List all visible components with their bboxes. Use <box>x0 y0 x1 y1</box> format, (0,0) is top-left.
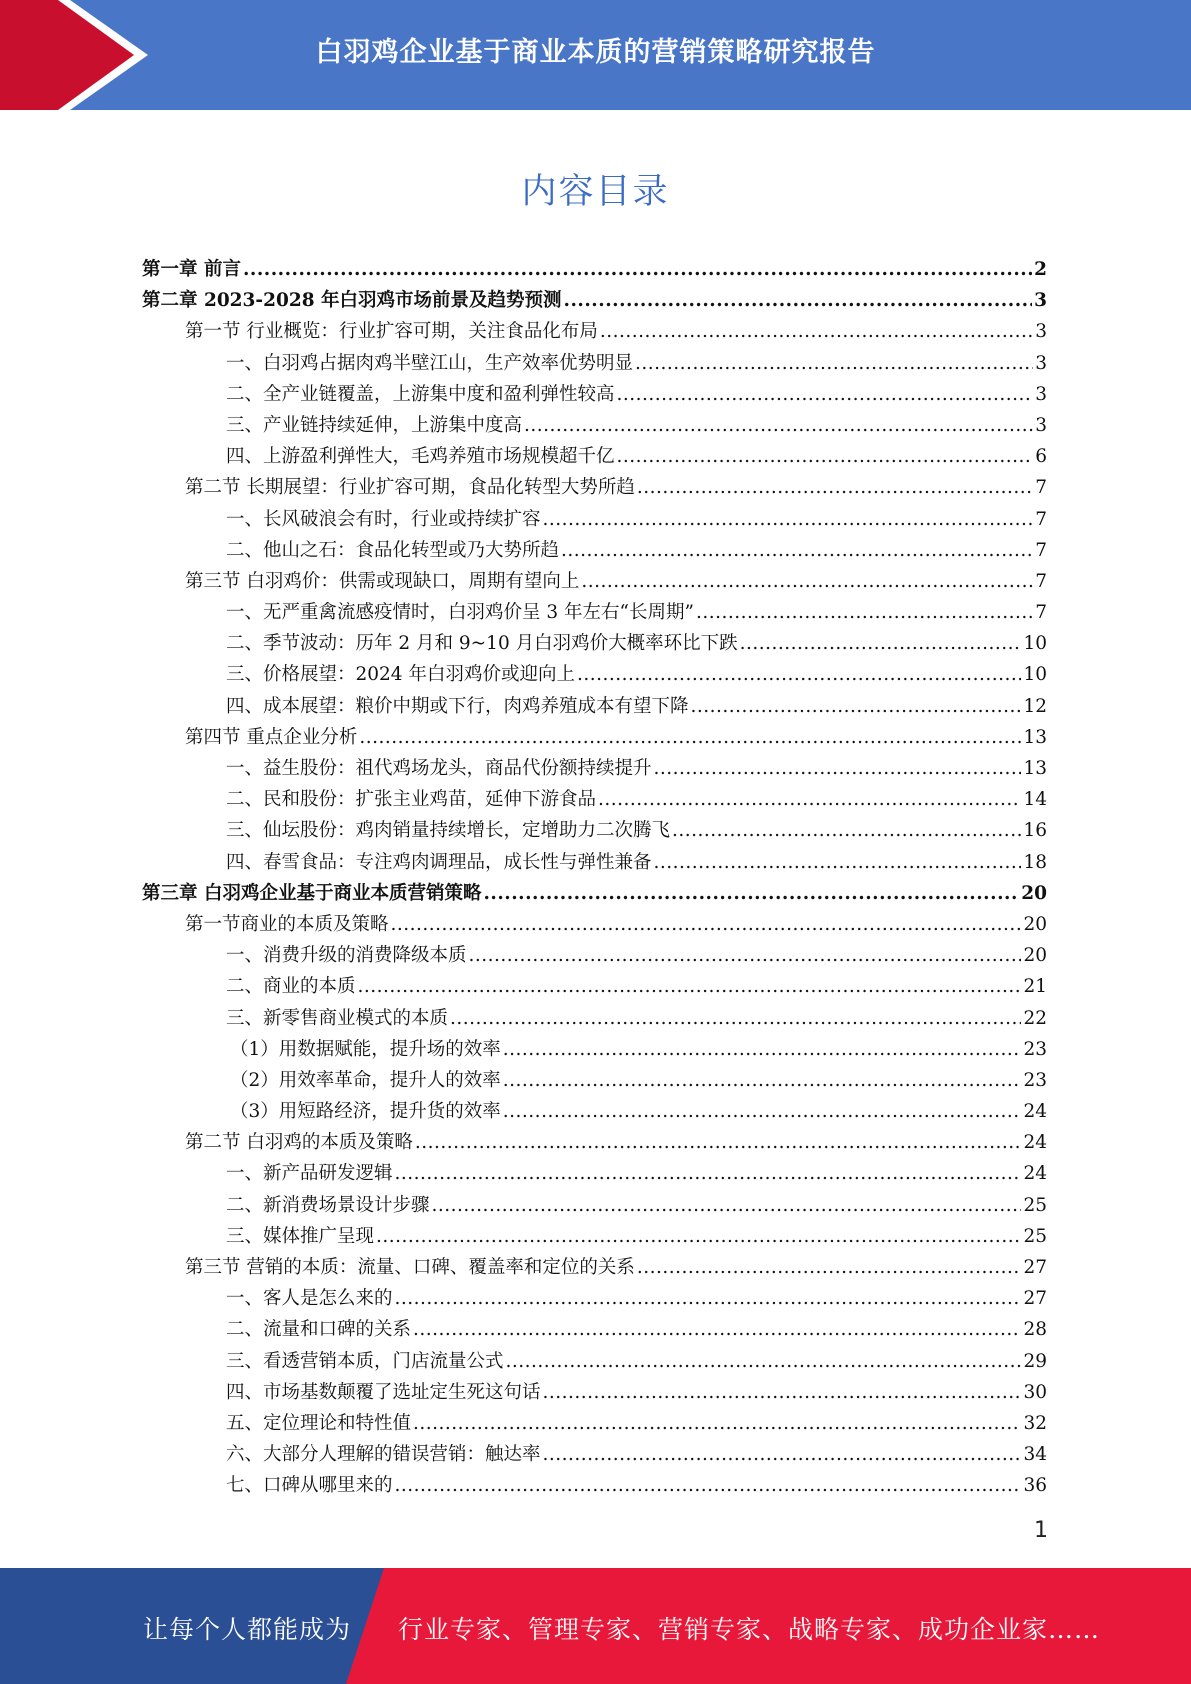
dot-leader <box>561 535 1033 566</box>
dot-leader <box>483 878 1019 909</box>
toc-entry[interactable] <box>142 254 1047 285</box>
toc-entry-page: 29 <box>1023 1350 1047 1372</box>
toc-entry-page: 7 <box>1035 570 1047 592</box>
toc-entry-title: 二、民和股份：扩张主业鸡苗，延伸下游食品 <box>226 789 597 811</box>
toc-entry-page: 12 <box>1023 695 1047 717</box>
dot-leader <box>600 316 1033 347</box>
toc-entry-title: 一、客人是怎么来的 <box>226 1288 393 1310</box>
dot-leader <box>395 1283 1022 1314</box>
toc-entry-title: （3）用短路经济，提升货的效率 <box>230 1101 501 1123</box>
toc-entry-page: 34 <box>1023 1444 1047 1466</box>
toc-entry[interactable] <box>142 784 1047 815</box>
toc-entry-page: 16 <box>1023 820 1047 842</box>
dot-leader <box>543 1439 1022 1470</box>
toc-entry[interactable] <box>142 878 1047 909</box>
dot-leader <box>391 909 1022 940</box>
table-of-contents <box>142 254 1047 1502</box>
dot-leader <box>598 784 1021 815</box>
toc-entry-title: 一、无严重禽流感疫情时，白羽鸡价呈 3 年左右“长周期” <box>226 602 694 624</box>
toc-entry-title: 三、仙坛股份：鸡肉销量持续增长，定增助力二次腾飞 <box>226 820 671 842</box>
dot-leader <box>635 348 1033 379</box>
dot-leader <box>672 815 1021 846</box>
toc-entry[interactable] <box>142 504 1047 535</box>
dot-leader <box>637 1252 1022 1283</box>
toc-entry[interactable] <box>142 1439 1047 1470</box>
dot-leader <box>376 1221 1021 1252</box>
toc-entry-page: 7 <box>1035 539 1047 561</box>
toc-entry-title: 二、全产业链覆盖，上游集中度和盈利弹性较高 <box>226 383 615 405</box>
toc-entry-page: 22 <box>1023 1007 1047 1029</box>
toc-entry-title: 二、商业的本质 <box>226 976 356 998</box>
toc-entry[interactable] <box>142 1408 1047 1439</box>
dot-leader <box>415 1127 1022 1158</box>
toc-entry[interactable] <box>142 1034 1047 1065</box>
dot-leader <box>543 504 1034 535</box>
toc-entry[interactable] <box>142 1221 1047 1252</box>
toc-entry-title: 第四节 重点企业分析 <box>185 726 358 748</box>
toc-entry-title: 一、新产品研发逻辑 <box>226 1163 393 1185</box>
toc-entry-title: 第一章 前言 <box>142 259 241 280</box>
toc-entry[interactable] <box>142 348 1047 379</box>
dot-leader <box>524 410 1033 441</box>
toc-entry-title: 一、长风破浪会有时，行业或持续扩容 <box>226 508 541 530</box>
toc-entry-title: 三、看透营销本质，门店流量公式 <box>226 1350 504 1372</box>
dot-leader <box>543 1377 1022 1408</box>
toc-entry-page: 27 <box>1023 1257 1047 1278</box>
dot-leader <box>617 379 1034 410</box>
toc-entry-page: 7 <box>1035 508 1047 530</box>
dot-leader <box>243 254 1032 285</box>
toc-entry-page: 6 <box>1035 446 1047 468</box>
toc-entry-title: 一、消费升级的消费降级本质 <box>226 945 467 967</box>
toc-entry-title: 三、新零售商业模式的本质 <box>226 1007 449 1029</box>
toc-entry[interactable] <box>142 659 1047 690</box>
toc-entry[interactable] <box>142 1346 1047 1377</box>
toc-entry-title: 四、上游盈利弹性大，毛鸡养殖市场规模超千亿 <box>226 446 615 468</box>
toc-entry-title: 第一节商业的本质及策略 <box>185 913 389 935</box>
toc-entry[interactable] <box>142 971 1047 1002</box>
toc-entry-title: 第三章 白羽鸡企业基于商业本质营销策略 <box>142 882 482 904</box>
toc-entry-page: 21 <box>1023 976 1047 998</box>
toc-entry-title: 七、口碑从哪里来的 <box>226 1475 393 1497</box>
toc-entry-page: 3 <box>1035 383 1047 405</box>
toc-entry-page: 24 <box>1023 1132 1047 1154</box>
toc-entry[interactable] <box>142 1096 1047 1127</box>
toc-entry-page: 20 <box>1021 882 1047 904</box>
dot-leader <box>654 847 1022 878</box>
toc-entry-title: 四、春雪食品：专注鸡肉调理品，成长性与弹性兼备 <box>226 851 652 873</box>
toc-entry-page: 30 <box>1023 1381 1047 1403</box>
toc-entry-page: 36 <box>1023 1475 1047 1497</box>
dot-leader <box>432 1190 1022 1221</box>
toc-entry[interactable] <box>142 441 1047 472</box>
dot-leader <box>617 441 1034 472</box>
dot-leader <box>358 971 1022 1002</box>
dot-leader <box>506 1346 1022 1377</box>
toc-entry[interactable] <box>142 1314 1047 1345</box>
toc-entry-title: 第三节 营销的本质：流量、口碑、覆盖率和定位的关系 <box>185 1257 635 1278</box>
toc-entry-page: 7 <box>1035 477 1047 499</box>
dot-leader <box>503 1034 1022 1065</box>
toc-entry-page: 2 <box>1034 259 1047 280</box>
toc-entry[interactable] <box>142 940 1047 971</box>
toc-entry-page: 25 <box>1023 1194 1047 1216</box>
dot-leader <box>395 1470 1022 1501</box>
dot-leader <box>503 1096 1022 1127</box>
dot-leader <box>637 472 1033 503</box>
toc-entry-title: 四、成本展望：粮价中期或下行，肉鸡养殖成本有望下降 <box>226 695 689 717</box>
toc-entry-page: 3 <box>1035 414 1047 436</box>
toc-entry[interactable] <box>142 1283 1047 1314</box>
toc-entry-page: 28 <box>1023 1319 1047 1341</box>
footer-slogan-right: 行业专家、管理专家、营销专家、战略专家、成功企业家…… <box>398 1615 1101 1644</box>
toc-entry[interactable] <box>142 847 1047 878</box>
toc-entry[interactable] <box>142 316 1047 347</box>
toc-entry-page: 13 <box>1023 758 1047 779</box>
dot-leader <box>359 722 1021 753</box>
toc-entry-title: 二、新消费场景设计步骤 <box>226 1194 430 1216</box>
toc-entry[interactable] <box>142 722 1047 753</box>
dot-leader <box>450 1003 1021 1034</box>
toc-entry-title: 二、流量和口碑的关系 <box>226 1319 412 1341</box>
toc-entry-page: 14 <box>1023 789 1047 811</box>
dot-leader <box>503 1065 1022 1096</box>
toc-entry[interactable] <box>142 909 1047 940</box>
toc-entry-title: 一、白羽鸡占据肉鸡半壁江山，生产效率优势明显 <box>226 352 634 374</box>
dot-leader <box>413 1408 1021 1439</box>
toc-entry-title: （1）用数据赋能，提升场的效率 <box>230 1038 501 1060</box>
page-footer <box>0 1568 1191 1684</box>
toc-entry[interactable] <box>142 1158 1047 1189</box>
dot-leader <box>413 1314 1021 1345</box>
toc-entry-page: 25 <box>1023 1225 1047 1247</box>
toc-entry[interactable] <box>142 379 1047 410</box>
toc-entry[interactable] <box>142 1127 1047 1158</box>
toc-entry-page: 20 <box>1023 945 1047 967</box>
dot-leader <box>395 1158 1022 1189</box>
page-number: 1 <box>1034 1518 1048 1543</box>
toc-entry[interactable] <box>142 1252 1047 1283</box>
toc-entry-title: 第二节 长期展望：行业扩容可期，食品化转型大势所趋 <box>185 477 635 499</box>
dot-leader <box>691 691 1022 722</box>
toc-entry-title: 第三节 白羽鸡价：供需或现缺口，周期有望向上 <box>185 570 580 592</box>
toc-entry-page: 3 <box>1034 290 1047 312</box>
toc-entry[interactable] <box>142 753 1047 784</box>
toc-entry[interactable] <box>142 1003 1047 1034</box>
toc-entry[interactable] <box>142 472 1047 503</box>
toc-entry[interactable] <box>142 1377 1047 1408</box>
toc-entry-title: 三、产业链持续延伸，上游集中度高 <box>226 414 523 436</box>
toc-entry-page: 10 <box>1023 664 1047 686</box>
toc-entry[interactable] <box>142 1470 1047 1501</box>
toc-entry-page: 24 <box>1023 1101 1047 1123</box>
toc-entry-title: 六、大部分人理解的错误营销：触达率 <box>226 1444 541 1466</box>
toc-entry[interactable] <box>142 628 1047 659</box>
toc-entry[interactable] <box>142 1065 1047 1096</box>
toc-entry-title: （2）用效率革命，提升人的效率 <box>230 1069 501 1091</box>
toc-entry-page: 23 <box>1023 1069 1047 1091</box>
toc-entry[interactable] <box>142 285 1047 316</box>
toc-entry-title: 第二节 白羽鸡的本质及策略 <box>185 1132 413 1154</box>
toc-entry-page: 13 <box>1023 726 1047 748</box>
dot-leader <box>740 628 1022 659</box>
toc-entry[interactable] <box>142 597 1047 628</box>
toc-entry-title: 第二章 2023-2028 年白羽鸡市场前景及趋势预测 <box>142 290 562 312</box>
toc-entry[interactable] <box>142 535 1047 566</box>
toc-entry-page: 3 <box>1035 321 1047 343</box>
toc-entry-page: 32 <box>1023 1412 1047 1434</box>
toc-entry[interactable] <box>142 691 1047 722</box>
toc-entry-page: 27 <box>1023 1288 1047 1310</box>
toc-entry[interactable] <box>142 1190 1047 1221</box>
toc-entry-title: 三、价格展望：2024 年白羽鸡价或迎向上 <box>226 664 575 686</box>
page-title: 内容目录 <box>521 172 670 212</box>
toc-entry-page: 3 <box>1035 352 1047 374</box>
toc-entry[interactable] <box>142 566 1047 597</box>
toc-entry-page: 10 <box>1023 633 1047 655</box>
toc-entry[interactable] <box>142 410 1047 441</box>
toc-entry-page: 24 <box>1023 1163 1047 1185</box>
page-header <box>0 0 1191 110</box>
toc-entry-title: 一、益生股份：祖代鸡场龙头，商品代份额持续提升 <box>226 758 652 779</box>
toc-entry-title: 四、市场基数颠覆了选址定生死这句话 <box>226 1381 541 1403</box>
toc-entry-title: 三、媒体推广呈现 <box>226 1225 375 1247</box>
dot-leader <box>564 285 1033 316</box>
toc-entry-page: 18 <box>1023 851 1047 873</box>
dot-leader <box>654 753 1022 784</box>
toc-entry-title: 五、定位理论和特性值 <box>226 1412 412 1434</box>
toc-entry-title: 二、他山之石：食品化转型或乃大势所趋 <box>226 539 560 561</box>
dot-leader <box>696 597 1033 628</box>
toc-entry[interactable] <box>142 815 1047 846</box>
dot-leader <box>577 659 1021 690</box>
dot-leader <box>581 566 1033 597</box>
toc-entry-page: 7 <box>1035 602 1047 624</box>
toc-entry-page: 23 <box>1023 1038 1047 1060</box>
toc-entry-title: 二、季节波动：历年 2 月和 9~10 月白羽鸡价大概率环比下跌 <box>226 633 738 655</box>
toc-entry-title: 第一节 行业概览：行业扩容可期，关注食品化布局 <box>185 321 598 343</box>
toc-entry-page: 20 <box>1023 913 1047 935</box>
header-title: 白羽鸡企业基于商业本质的营销策略研究报告 <box>315 37 876 68</box>
dot-leader <box>469 940 1022 971</box>
footer-slogan-left: 让每个人都能成为 <box>143 1615 352 1644</box>
